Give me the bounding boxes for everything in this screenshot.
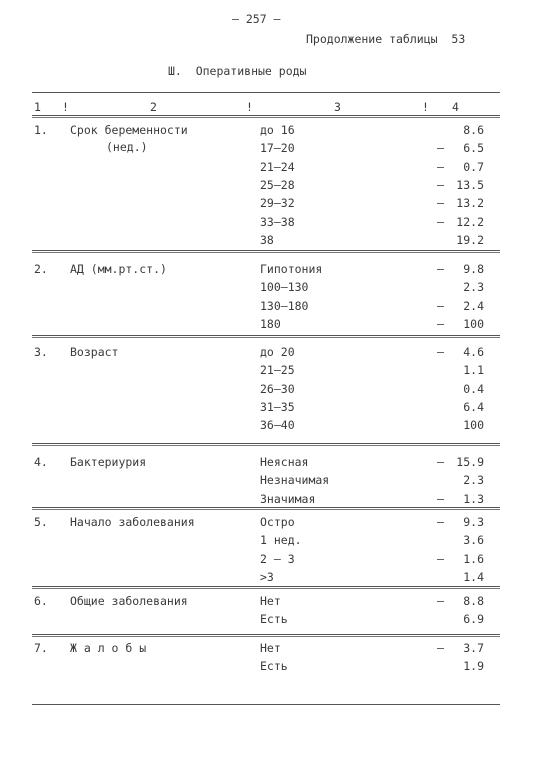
table-cell-sign: – (437, 641, 444, 655)
table-top-rule (32, 92, 500, 93)
table-cell-range: Остро (260, 515, 295, 529)
factor-name: Возраст (70, 345, 119, 359)
table-cell-range: 1 нед. (260, 533, 302, 547)
table-cell-range: 21–25 (260, 363, 295, 377)
header-rule (32, 115, 500, 116)
table-cell-value: 2.3 (463, 280, 484, 294)
table-cell-range: до 16 (260, 123, 295, 137)
table-cell-value: 1.1 (463, 363, 484, 377)
group-number: 7. (34, 641, 48, 655)
table-cell-value: 2.4 (463, 299, 484, 313)
table-cell-value: 15.9 (456, 455, 484, 469)
table-cell-sign: – (437, 196, 444, 210)
table-cell-range: 31–35 (260, 400, 295, 414)
header-col-2: 2 (150, 100, 157, 114)
table-cell-sign: – (437, 299, 444, 313)
group-number: 4. (34, 455, 48, 469)
table-cell-range: 36–40 (260, 418, 295, 432)
table-cell-value: 2.3 (463, 473, 484, 487)
table-cell-sign: – (437, 594, 444, 608)
group-number: 5. (34, 515, 48, 529)
continuation-caption: Продолжение таблицы 53 (306, 32, 466, 46)
page-number: – 257 – (232, 12, 281, 26)
table-cell-value: 6.5 (463, 141, 484, 155)
table-cell-range: Есть (260, 612, 288, 626)
table-cell-value: 100 (463, 317, 484, 331)
table-cell-value: 0.4 (463, 382, 484, 396)
section-title: Ш. Оперативные роды (168, 64, 307, 78)
table-cell-value: 100 (463, 418, 484, 432)
group-number: 6. (34, 594, 48, 608)
table-cell-value: 19.2 (456, 233, 484, 247)
table-cell-value: 0.7 (463, 160, 484, 174)
table-cell-range: 17–20 (260, 141, 295, 155)
group-separator-rule (32, 634, 500, 635)
table-cell-value: 6.9 (463, 612, 484, 626)
table-cell-range: 100–130 (260, 280, 309, 294)
table-cell-value: 3.6 (463, 533, 484, 547)
table-cell-range: 2 – 3 (260, 552, 295, 566)
table-cell-sign: – (437, 141, 444, 155)
table-cell-range: Значимая (260, 492, 316, 506)
header-col-3: 3 (334, 100, 341, 114)
header-col-1: 1 (34, 100, 41, 114)
factor-unit: (нед.) (106, 140, 148, 154)
table-cell-sign: – (437, 552, 444, 566)
table-cell-value: 1.4 (463, 570, 484, 584)
table-cell-range: Нет (260, 641, 281, 655)
group-separator-rule (32, 250, 500, 251)
group-separator-rule (32, 586, 500, 587)
table-cell-value: 3.7 (463, 641, 484, 655)
table-cell-range: 130–180 (260, 299, 309, 313)
table-cell-value: 9.8 (463, 262, 484, 276)
table-cell-value: 13.2 (456, 196, 484, 210)
factor-name: Начало заболевания (70, 515, 195, 529)
table-cell-value: 4.6 (463, 345, 484, 359)
group-separator-rule (32, 507, 500, 508)
table-cell-sign: – (437, 215, 444, 229)
table-cell-sign: – (437, 262, 444, 276)
table-cell-value: 1.6 (463, 552, 484, 566)
group-number: 1. (34, 123, 48, 137)
table-cell-sign: – (437, 492, 444, 506)
table-cell-sign: – (437, 515, 444, 529)
table-cell-sign: – (437, 455, 444, 469)
factor-name: АД (мм.рт.ст.) (70, 262, 167, 276)
factor-name: Общие заболевания (70, 594, 188, 608)
header-sep: ! (62, 100, 69, 114)
table-cell-sign: – (437, 317, 444, 331)
table-cell-range: Гипотония (260, 262, 323, 276)
table-cell-range: 33–38 (260, 215, 295, 229)
table-cell-value: 6.4 (463, 400, 484, 414)
header-col-4: 4 (452, 100, 459, 114)
table-cell-range: Неясная (260, 455, 309, 469)
table-cell-range: >3 (260, 570, 274, 584)
table-cell-range: 26–30 (260, 382, 295, 396)
table-cell-value: 12.2 (456, 215, 484, 229)
header-sep: ! (246, 100, 253, 114)
table-cell-value: 9.3 (463, 515, 484, 529)
table-cell-value: 1.3 (463, 492, 484, 506)
table-cell-range: Нет (260, 594, 281, 608)
table-cell-range: 25–28 (260, 178, 295, 192)
factor-name: Срок беременности (70, 123, 188, 137)
group-separator-rule (32, 443, 500, 444)
table-cell-value: 8.6 (463, 123, 484, 137)
header-sep: ! (422, 100, 429, 114)
table-cell-range: 38 (260, 233, 274, 247)
group-number: 3. (34, 345, 48, 359)
factor-name: Ж а л о б ы (70, 641, 147, 655)
table-cell-value: 8.8 (463, 594, 484, 608)
table-cell-range: до 20 (260, 345, 295, 359)
table-cell-range: 180 (260, 317, 281, 331)
table-cell-value: 1.9 (463, 659, 484, 673)
factor-name: Бактериурия (70, 455, 147, 469)
table-cell-range: Незначимая (260, 473, 330, 487)
table-cell-range: 21–24 (260, 160, 295, 174)
group-number: 2. (34, 262, 48, 276)
group-separator-rule (32, 335, 500, 336)
table-cell-value: 13.5 (456, 178, 484, 192)
table-cell-range: 29–32 (260, 196, 295, 210)
table-cell-sign: – (437, 345, 444, 359)
table-cell-range: Есть (260, 659, 288, 673)
table-bottom-rule (32, 704, 500, 705)
table-cell-sign: – (437, 178, 444, 192)
table-cell-sign: – (437, 160, 444, 174)
